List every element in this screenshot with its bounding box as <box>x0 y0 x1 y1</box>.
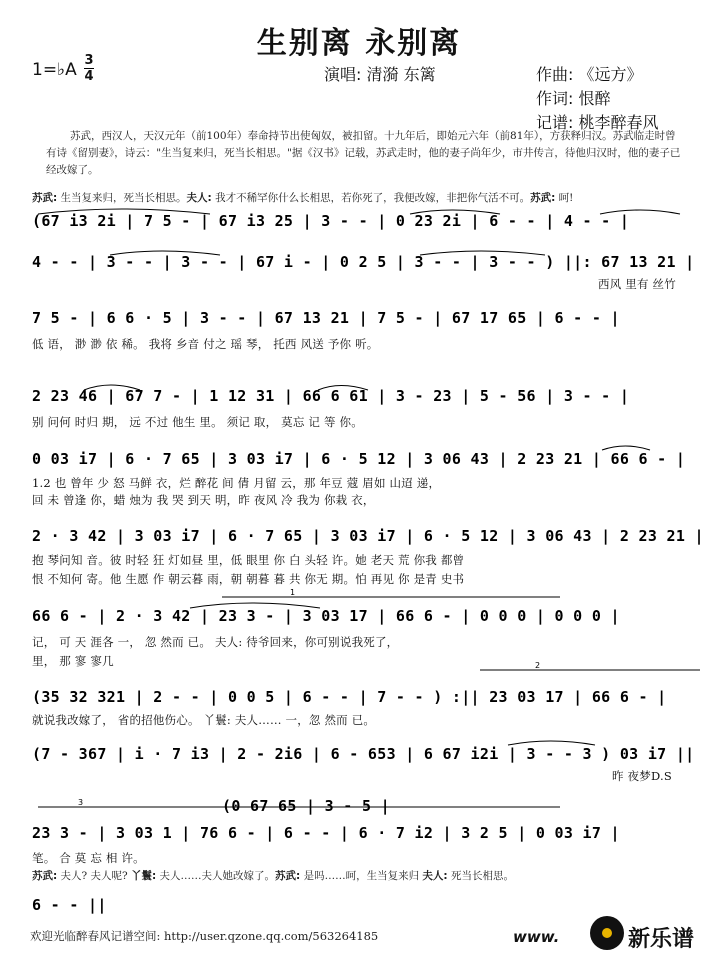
brand-name: 新乐谱 <box>628 927 695 952</box>
lyric-line: 就说我改嫁了， 省的招他伤心。 丫鬟: 夫人…… 一，忽 然而 已。 <box>32 713 376 727</box>
slur <box>190 603 320 608</box>
time-top: 3 <box>84 53 94 68</box>
notation-line: 0 03 i7 | 6 · 7 65 | 3 03 i7 | 6 · 5 12 | 3 06 43 | 2 23 21 | 66 6 - | <box>32 450 686 468</box>
notation-line: (35 32 321 | 2 - - | 0 0 5 | 6 - - | 7 - - ) :|| 23 03 17 | 66 6 - | <box>32 688 667 706</box>
volta-1-label: 1 <box>290 588 296 597</box>
notation-line: 6 - - || <box>32 896 107 914</box>
triplet-label: 3 <box>78 798 84 807</box>
lyric-line: 恨 不知何 寄。他 生愿 作 朝云暮 雨，朝 朝暮 暮 共 你无 期。怕 再见 你 是青 史书 <box>32 572 465 586</box>
lyric-line: 抱 琴问知 音。彼 时轻 狂 灯如昼 里，低 眼里 你 白 头轻 许。她 老天 荒 你我 都曾 <box>32 553 465 567</box>
lyric-line: 记， 可 天 涯各 一， 忽 然而 已。 夫人: 待爷回来，你可别说我死了， <box>32 635 399 649</box>
slur <box>110 251 220 255</box>
notation-line: 66 6 - | 2 · 3 42 | 23 3 - | 3 03 17 | 66 6 - | 0 0 0 | 0 0 0 | <box>32 607 620 625</box>
lyric-line: 别 问何 时归 期， 远 不过 他生 里。 须记 取， 莫忘 记 等 你。 <box>32 415 363 429</box>
notation-line: 23 3 - | 3 03 1 | 76 6 - | 6 - - | 6 · 7 i2 | 3 2 5 | 0 03 i7 | <box>32 824 620 842</box>
lyric-line: 笔。 合 莫 忘 相 许。 <box>32 851 145 865</box>
slur <box>420 251 545 255</box>
brand-www: www. <box>513 928 560 946</box>
footer-text: 欢迎光临醉春风记谱空间: http://user.qzone.qq.com/563264185 <box>30 929 379 943</box>
slur <box>602 446 650 450</box>
volta-2-label: 2 <box>535 661 541 670</box>
lyric-line: 昨 夜梦D.S <box>612 769 672 783</box>
dialogue-line: 苏武: 夫人? 夫人呢? 丫鬟: 夫人……夫人她改嫁了。苏武: 是吗……呵，生当复来归 夫人: 死当长相思。 <box>32 870 514 882</box>
intro-text: 苏武，西汉人，天汉元年（前100年）奉命持节出使匈奴，被扣留。十九年后，即始元六年（前81年），方获释归汉。苏武临走时曾有诗《留别妻》，诗云："生当复来归，死当长相思。"据《汉书》记载，苏武走时，他的妻子尚年少，市井传言，待他归汉时，他的妻子已经改嫁了。 <box>46 130 681 176</box>
notation-line: 2 23 46 | 67 7 - | 1 12 31 | 66 6 61 | 3 - 23 | 5 - 56 | 3 - - | <box>32 387 630 405</box>
slur <box>84 385 140 390</box>
lyric-line: 西风 里有 丝竹 <box>598 277 676 291</box>
slur <box>508 741 595 745</box>
slur <box>38 209 210 214</box>
page-title: 生别离 永别离 <box>256 26 462 61</box>
dialogue-line: 苏武: 生当复来归，死当长相思。夫人: 我才不稀罕你什么长相思，若你死了，我便改嫁，非把你气活不可。苏武: 呵! <box>32 192 574 204</box>
lyric-line: 低 语， 渺 渺 依 稀。 我将 乡音 付之 瑶 琴， 托西 风送 予你 听。 <box>32 337 379 351</box>
notation-line: (7 - 367 | i · 7 i3 | 2 - 2i6 | 6 - 653 | 6 67 i2i | 3 - - 3 ) 03 i7 || <box>32 745 695 763</box>
slur <box>600 210 680 214</box>
transcriber: 记谱: 桃李醉春风 <box>536 113 659 132</box>
lyric-line: 1.2 也 曾年 少 怒 马鲜 衣，烂 醉花 间 倩 月留 云，那 年豆 蔻 眉如 山迢 递， <box>32 476 441 490</box>
lyricist: 作词: 恨醉 <box>536 89 611 108</box>
record-icon <box>590 916 624 950</box>
slur <box>410 210 500 214</box>
composer: 作曲: 《远方》 <box>536 65 643 84</box>
notation-line: (67 i3 2i | 7 5 - | 67 i3 25 | 3 - - | 0 23 2i | 6 - - | 4 - - | <box>32 212 630 230</box>
notation-line: 4 - - | 3 - - | 3 - - | 67 i - | 0 2 5 | 3 - - | 3 - - ) ||: 67 13 21 | <box>32 253 695 271</box>
time-bottom: 4 <box>84 69 94 84</box>
slur <box>318 386 368 391</box>
notation-line: 2 · 3 42 | 3 03 i7 | 6 · 7 65 | 3 03 i7 | 6 · 5 12 | 3 06 43 | 2 23 21 | <box>32 527 704 545</box>
notation-line: 7 5 - | 6 6 · 5 | 3 - - | 67 13 21 | 7 5 - | 67 17 65 | 6 - - | <box>32 309 620 327</box>
notation-line: (0 67 65 | 3 - 5 | <box>222 797 390 815</box>
key-signature: 1=♭A <box>32 60 77 80</box>
lyric-line: 里， 那 寥 寥几 <box>32 654 114 668</box>
singer: 演唱: 清漪 东篱 <box>324 65 436 84</box>
lyric-line: 回 未 曾逢 你，蜡 烛为 我 哭 到天 明，昨 夜风 冷 我为 你栽 衣， <box>32 493 375 507</box>
